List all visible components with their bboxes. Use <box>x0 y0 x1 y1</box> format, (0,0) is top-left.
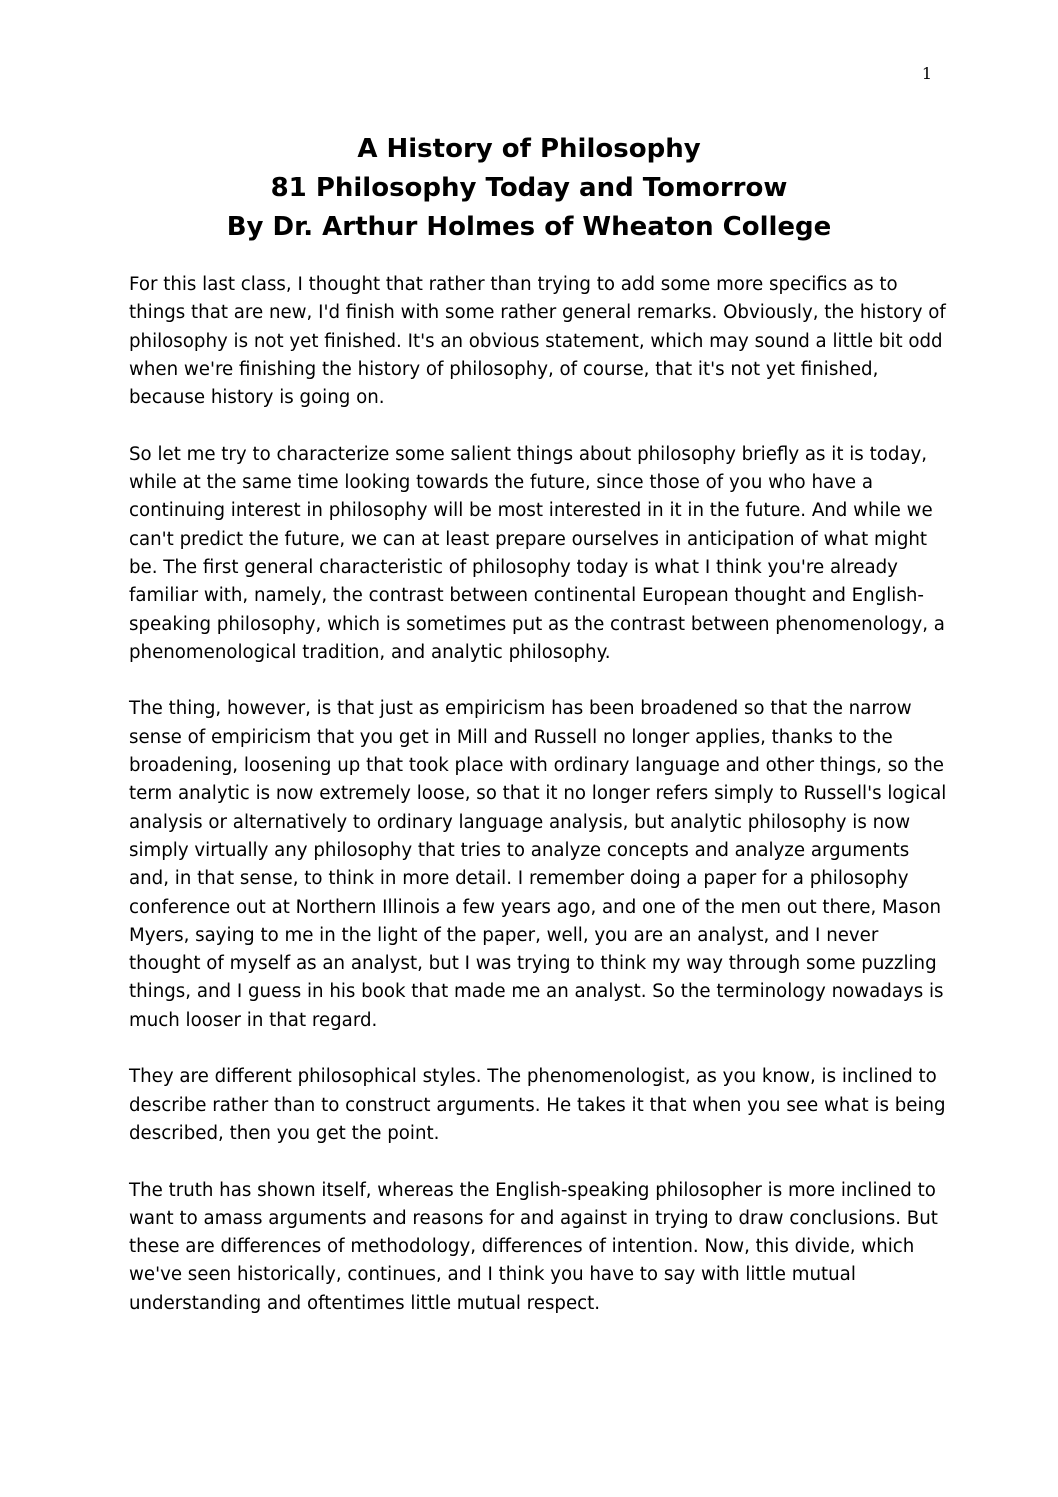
page-number: 1 <box>921 64 932 83</box>
title-line-author: By Dr. Arthur Holmes of Wheaton College <box>226 212 832 242</box>
document-title <box>0 130 1058 247</box>
paragraph: The thing, however, is that just as empiricism has been broadened so that the narrow sense of empiricism that you get in Mill and Russell no longer applies, thanks to the broadening, loosening up that took place with ordinary language and other things, so the term analytic is now extremely loose, so that it no longer refers simply to Russell's logical analysis or alternatively to ordinary language analysis, but analytic philosophy is now simply virtually any philosophy that tries to analyze concepts and analyze arguments and, in that sense, to think in more detail. I remember doing a paper for a philosophy conference out at Northern Illinois a few years ago, and one of the men out there, Mason Myers, saying to me in the light of the paper, well, you are an analyst, and I never thought of myself as an analyst, but I was trying to think my way through some puzzling things, and I guess in his book that made me an analyst. So the terminology nowadays is much looser in that regard. <box>129 698 947 1031</box>
document-body <box>129 271 949 1346</box>
title-line-lecture: 81 Philosophy Today and Tomorrow <box>270 173 788 203</box>
paragraph: For this last class, I thought that rather than trying to add some more specifics as to things that are new, I'd finish with some rather general remarks. Obviously, the history of philosophy is not yet finished. It's an obvious statement, which may sound a little bit odd when we're finishing the history of philosophy, of course, that it's not yet finished, because history is going on. <box>129 274 946 409</box>
paragraph: They are different philosophical styles. The phenomenologist, as you know, is inclined to describe rather than to construct arguments. He takes it that when you see what is being described, then you get the point. <box>129 1066 946 1144</box>
paragraph: So let me try to characterize some salient things about philosophy briefly as it is today, while at the same time looking towards the future, since those of you who have a continuing interest in philosophy will be most interested in it in the future. And while we can't predict the future, we can at least prepare ourselves in anticipation of what might be. The first general characteristic of philosophy today is what I think you're already familiar with, namely, the contrast between continental European thought and English-speaking philosophy, which is sometimes put as the contrast between phenomenology, a phenomenological tradition, and analytic philosophy. <box>129 443 945 663</box>
title-line-series: A History of Philosophy <box>357 134 701 164</box>
paragraph: The truth has shown itself, whereas the English-speaking philosopher is more inclined to want to amass arguments and reasons for and against in trying to draw conclusions. But these are differences of methodology, differences of intention. Now, this divide, which we've seen historically, continues, and I think you have to say with little mutual understanding and oftentimes little mutual respect. <box>129 1179 938 1314</box>
